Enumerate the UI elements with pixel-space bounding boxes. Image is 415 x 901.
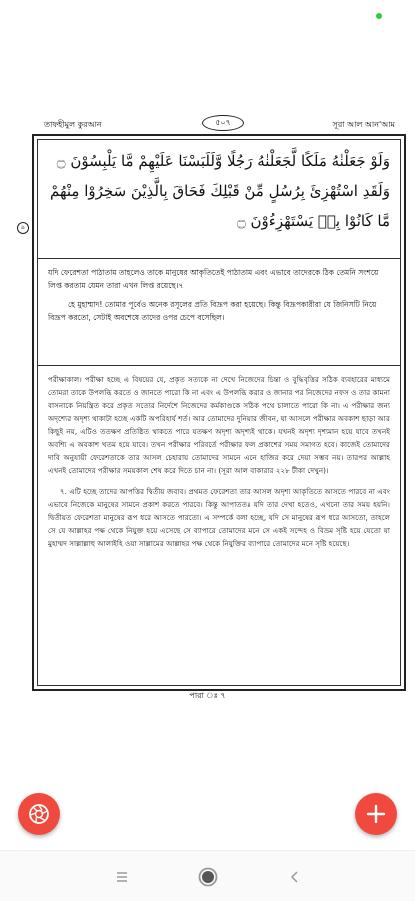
translation-paragraph-2: হে মুহাম্মাদ! তোমার পূর্বেও অনেক রসূলের প্রতি বিদ্রূপ করা হয়েছে। কিন্তু বিদ্রূপকারীরা যে জিনিসটি নিয়ে বিদ্রূপ করতো, সেটাই অবশেষে তাদের ওপর চেপে বসেছিল। — [48, 300, 377, 322]
book-title: তাফহীমুল কুরআন — [44, 120, 102, 129]
surah-title: সূরা আল আন'আম — [332, 120, 395, 129]
menu-icon — [110, 865, 134, 889]
add-button[interactable] — [355, 793, 397, 835]
page-footer: পারা ঃ ৭ — [189, 691, 226, 700]
camera-shutter-icon — [18, 793, 60, 835]
camera-button[interactable] — [18, 793, 60, 835]
home-circle-icon — [196, 865, 220, 889]
system-navigation-bar — [0, 850, 415, 901]
page-header — [44, 117, 395, 133]
page-number: ৫০৭ — [202, 115, 244, 131]
page-frame — [21, 134, 406, 691]
home-button[interactable] — [196, 865, 220, 889]
back-button[interactable] — [283, 865, 307, 889]
status-indicator-dot — [376, 13, 382, 19]
verse-marker: ৯ — [17, 222, 29, 234]
commentary-paragraph-2: ৭. এটি হচ্ছে তাদের আপত্তির দ্বিতীয় জবাব। প্রথমত ফেরেশতা তার আসল অদৃশ্য আকৃতিতে আসতে পারবে না এবং এভাবে নিজেকে মানুষের সামনে প্রকাশ করতে পারবে। কিন্তু আপাততঃ যদি তার দেখা হতেও, এখনো তার সময় হয়নি। দ্বিতীয়ত ফেরেশতা মানুষের রূপ ধরে আসতে পারতো। এ সম্পর্কে বলা হচ্ছে, যদি সে মানুষের রূপ ধরে আসতো, তাহলে সে যে আল্লাহর পক্ষ থেকে নিযুক্ত হয়ে এসেছে সে ব্যাপারে তোমাদের মনে সে একই সন্দেহ ও বিভ্রম সৃষ্টি হয়ে যেতো যা মুহাম্মদ সাল্লাল্লাহু আলাইহি ওয়া সাল্লামের আল্লাহর পক্ষ থেকে নিযুক্তির ব্যাপারে তোমাদের মনে সৃষ্টি হয়েছে। — [48, 487, 390, 548]
page-frame-inner — [37, 139, 401, 686]
arabic-verse: وَلَوْ جَعَلْنٰهُ مَلَكًا لَّجَعَلْنٰهُ رَجُلًا وَّلَلَبَسْنَا عَلَيْهِمْ مَّا يَلْبِسُوْنَ ۝ وَلَقَدِ اسْتُهْزِئَ بِرُسُلٍ مِّنْ قَبْلِكَ فَحَاقَ بِالَّذِيْنَ سَخِرُوْا مِنْهُمْ مَّا كَانُوْا بِهٖ يَسْتَهْزِءُوْنَ ۝ — [38, 140, 400, 259]
commentary-section — [38, 369, 400, 685]
translation-section — [38, 262, 400, 366]
recent-apps-button[interactable] — [110, 865, 134, 889]
translation-paragraph-1: যদি ফেরেশতা পাঠাতাম তাহলেও তাকে মানুষের আকৃতিতেই পাঠাতাম এবং এভাবে তাদেরকে ঠিক তেমনি সংশয়ে লিপ্ত করতাম যেমন তারা এখন লিপ্ত রয়েছে।৭ — [48, 268, 379, 290]
commentary-paragraph-1: পরীক্ষাকাল। পরীক্ষা হচ্ছে এ বিষয়ের যে, প্রকৃত সত্যকে না দেখে নিজেদের চিন্তা ও বুদ্ধিবৃত্তির সঠিক ব্যবহারের মাধ্যমে তোমরা তাকে উপলব্ধি করতে ও জানতে পারো কি না এবং এ উপলব্ধি করার ও জানার পর নিজেদের নফস ও তার কামনা বাসনাকে নিয়ন্ত্রিত করে প্রকৃত সত্যের নির্দেশে নিজেদের কর্মকাণ্ডকে সঠিক পথে চালাতে পারো কি না। এ পরীক্ষার জন্য অদৃশ্যের অদৃশ্য থাকাটা হচ্ছে একটি অপরিহার্য শর্ত। আর তোমাদের দুনিয়ার জীবন, যা আসলে পরীক্ষার অবকাশ ছাড়া আর কিছুই নয়, এটিও ততক্ষণ প্রতিষ্ঠিত থাকতে পারে যতক্ষণ অদৃশ্য অদৃশ্যই থাকে। যখনই অদৃশ্য দৃশ্যমান হয়ে যাবে তখনই অবশ্যি এ অবকাশ খতম হয়ে যাবে। তখন পরীক্ষার পরিবর্তে পরীক্ষার ফল প্রকাশের সময় সমাগত হবে। কাজেই তোমাদের দাবি অনুযায়ী ফেরেশতাকে তার আসল চেহারায় তোমাদের সামনে এনে হাজির করে দেয়া সম্ভব নয়। তারপর আল্লাহ এখনই তোমাদের পরীক্ষার সময়কাল শেষ করে দিতে চান না। (সূরা আল বাকারার ২২৮ টীকা দেখুন)। — [48, 375, 391, 475]
back-chevron-icon — [283, 865, 307, 889]
plus-icon — [355, 793, 397, 835]
